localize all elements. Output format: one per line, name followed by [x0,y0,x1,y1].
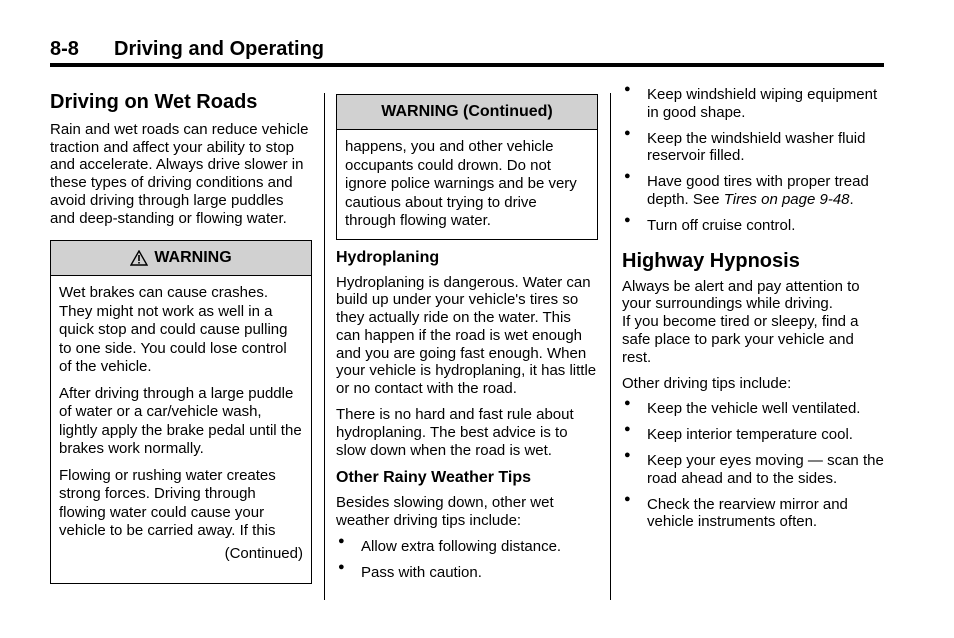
list-item [622,170,884,209]
page-number: 8-8 [50,38,79,60]
subheading-rainy-tips: Other Rainy Weather Tips [336,469,532,487]
highway-hypnosis-paragraph: Other driving tips include: [622,374,792,392]
hydroplaning-paragraph: There is no hard and fast rule about hydroplaning. The best advice is to slow down when the road is wet. [336,406,574,459]
continued-label: (Continued) [224,544,303,562]
warning-paragraph: Flowing or rushing water creates strong forces. Driving through flowing water could cause your vehicle to be carried away. If this [59,466,276,540]
list-item-text: Keep the windshield washer fluid reservoir filled. [647,129,866,165]
wet-weather-tips-list [622,83,884,235]
list-item [336,535,598,556]
warning-triangle-icon [130,250,148,266]
column-1 [50,90,312,584]
list-item-text: Keep windshield wiping equipment in good shape. [647,86,878,121]
list-item [622,423,884,444]
list-item-text: Have good tires with proper tread depth. See [647,173,869,208]
list-item [622,397,884,418]
list-item-text: Keep your eyes moving — scan the road ahead and to the sides. [647,451,884,487]
list-item [336,560,598,582]
bullet-icon: ● [624,126,631,139]
column-divider-1 [324,93,325,600]
list-item-text: Check the rearview mirror and vehicle instruments often. [647,495,848,531]
rainy-tips-intro: Besides slowing down, other wet weather driving tips include: [336,494,554,530]
highway-hypnosis-paragraph: If you become tired or sleepy, find a safe place to park your vehicle and rest. [622,313,859,366]
warning-paragraph: Wet brakes can cause crashes. They might not work as well in a quick stop and could cause pulling to one side. You could lose control of the vehicle. [59,284,288,376]
warning-continued-body [337,130,597,239]
list-item-text: Allow extra following distance. [361,538,562,556]
warning-header [51,241,311,276]
warning-body [51,276,311,567]
section-title: Driving and Operating [114,38,325,60]
section-heading-wet-roads: Driving on Wet Roads [50,91,258,113]
list-item-text: Turn off cruise control. [647,216,796,234]
bullet-icon: ● [624,397,631,410]
warning-paragraph: After driving through a large puddle of water or a car/vehicle wash, lightly apply the brake pedal until the brakes work normally. [59,384,302,458]
list-item [622,448,884,488]
column-divider-2 [610,93,611,600]
bullet-icon: ● [338,560,345,573]
header-rule [50,63,884,67]
warning-box [50,240,312,584]
column-3 [622,83,884,531]
list-item-text: Pass with caution. [361,563,482,581]
subheading-hydroplaning: Hydroplaning [336,248,440,266]
highway-tips-list [622,397,884,531]
section-heading-highway-hypnosis: Highway Hypnosis [622,249,800,272]
list-item [622,83,884,122]
bullet-icon: ● [624,448,631,461]
list-item-text: . [849,190,854,208]
rainy-tips-list [336,535,598,582]
highway-hypnosis-paragraph: Always be alert and pay attention to your surroundings while driving. [622,277,860,313]
list-item [622,492,884,532]
warning-continued-header [337,95,597,130]
bullet-icon: ● [624,170,631,183]
list-item [622,126,884,166]
page-header [50,38,884,66]
bullet-icon: ● [624,492,631,505]
bullet-icon: ● [624,423,631,436]
list-item-text: Keep the vehicle well ventilated. [647,400,861,418]
warning-continued-title: WARNING (Continued) [381,103,553,120]
bullet-icon: ● [338,535,345,548]
list-item-text: Keep interior temperature cool. [647,426,853,444]
column-2 [336,90,598,582]
wet-roads-intro: Rain and wet roads can reduce vehicle traction and affect your ability to stop and accelerate. Always drive slower in these types of driving conditions and avoid driving through large puddles and deep-standing or flowing water. [50,121,309,227]
list-item [622,213,884,235]
bullet-icon: ● [624,213,631,226]
warning-title: WARNING [154,249,232,267]
warning-continued-text: happens, you and other vehicle occupants could drown. Do not ignore police warnings and be very cautious about trying to drive through flowing water. [345,138,577,229]
bullet-icon: ● [624,83,631,95]
hydroplaning-paragraph: Hydroplaning is dangerous. Water can build up under your vehicle's tires so they actually ride on the water. This can happen if the road is wet enough and you are going fast enough. When your vehicle is hydroplaning, it has little or no contact with the road. [336,273,597,398]
cross-reference-link[interactable]: Tires on page 9-48 [723,190,850,208]
warning-continued-box [336,94,598,240]
